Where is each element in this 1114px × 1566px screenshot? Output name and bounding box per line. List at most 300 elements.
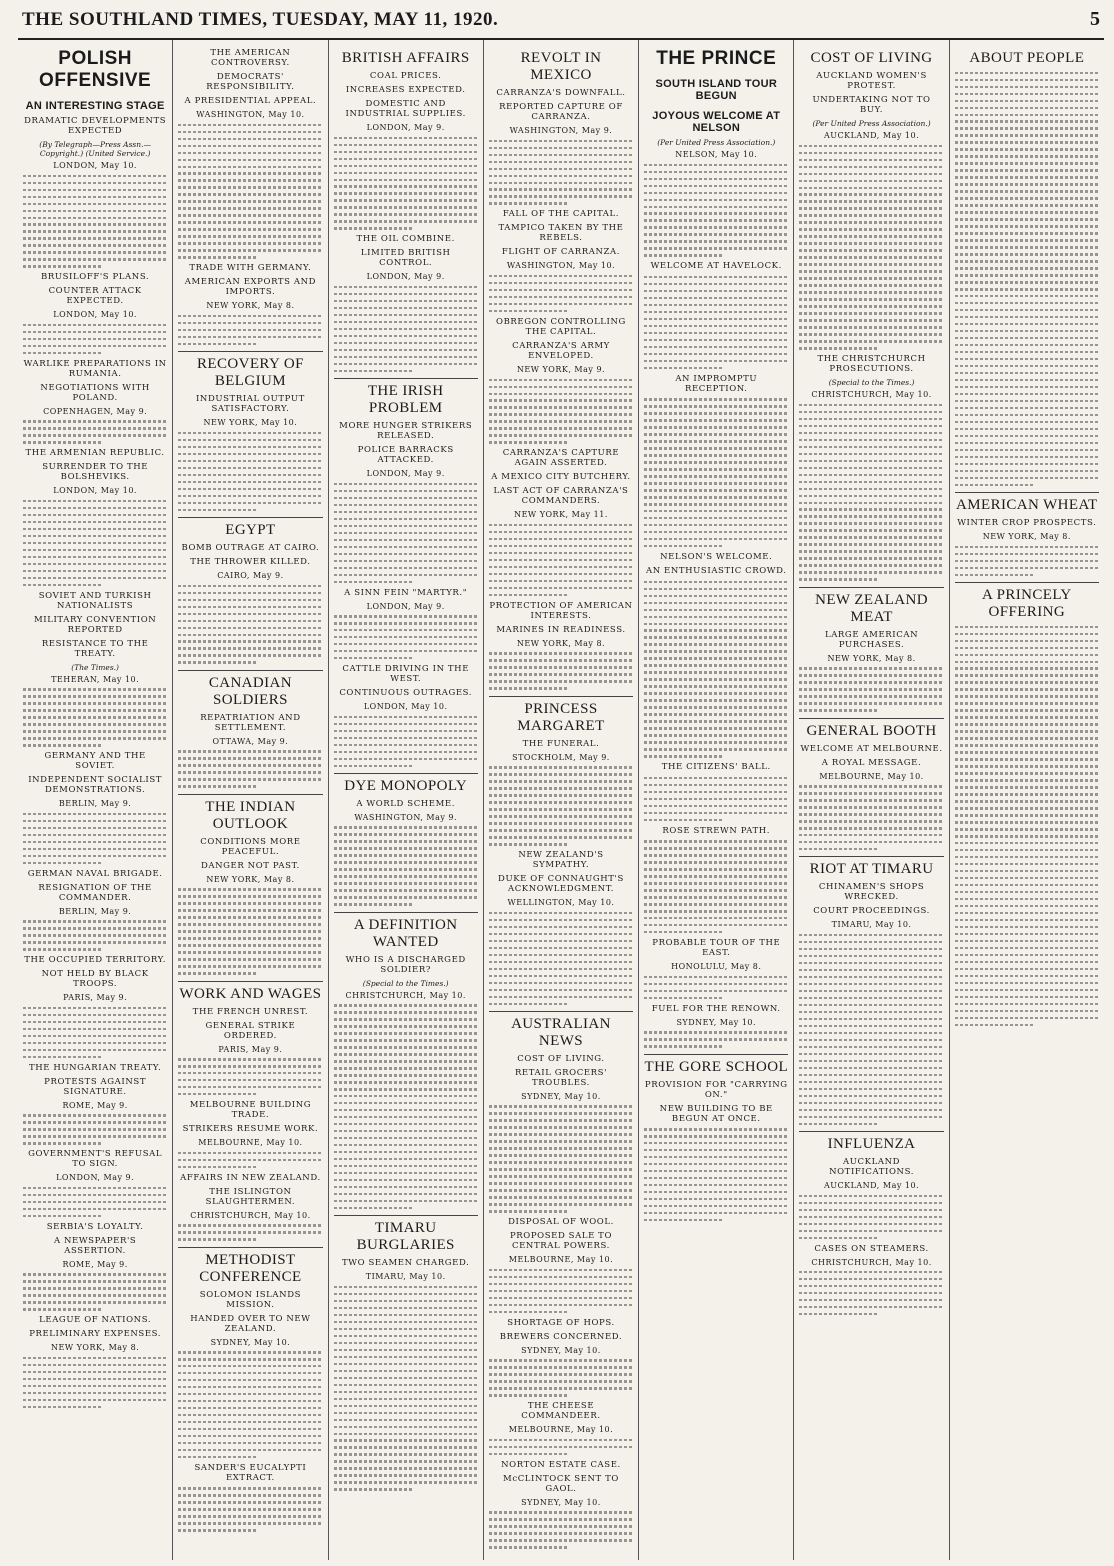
text-line bbox=[489, 566, 633, 568]
text-line bbox=[334, 1095, 478, 1097]
text-line bbox=[955, 961, 1099, 963]
text-line bbox=[178, 453, 322, 455]
text-line bbox=[334, 532, 478, 534]
text-line bbox=[23, 1364, 167, 1366]
text-line bbox=[489, 996, 633, 998]
subheading: CARRANZA'S ARMY ENVELOPED. bbox=[512, 340, 610, 361]
subheading: AN IMPROMPTU RECEPTION. bbox=[675, 373, 758, 394]
text-line bbox=[334, 321, 478, 323]
text-line bbox=[799, 319, 943, 321]
text-line bbox=[178, 958, 322, 960]
subheading: ROSE STREWN PATH. bbox=[662, 825, 771, 836]
text-line bbox=[799, 674, 943, 676]
text-line bbox=[489, 1532, 633, 1534]
text-line bbox=[23, 941, 167, 943]
subheading: FLIGHT OF CARRANZA. bbox=[501, 247, 621, 258]
text-line bbox=[644, 882, 788, 884]
text-line bbox=[489, 1175, 633, 1177]
text-line bbox=[334, 525, 478, 527]
headline: THE GORE SCHOOL bbox=[644, 1054, 788, 1076]
text-line bbox=[955, 758, 1099, 760]
text-line bbox=[799, 166, 943, 168]
text-line bbox=[334, 643, 478, 645]
subheading: MARINES IN READINESS. bbox=[496, 624, 626, 635]
text-line bbox=[334, 1314, 478, 1316]
text-line bbox=[799, 235, 943, 237]
text-line bbox=[489, 919, 633, 921]
text-line bbox=[23, 948, 102, 950]
text-line bbox=[955, 947, 1099, 949]
text-line bbox=[955, 309, 1099, 311]
text-line bbox=[644, 819, 723, 821]
text-line bbox=[178, 937, 322, 939]
text-line bbox=[489, 538, 633, 540]
text-line bbox=[644, 233, 788, 235]
text-line bbox=[799, 969, 943, 971]
text-line bbox=[334, 1060, 478, 1062]
text-line bbox=[644, 290, 788, 292]
text-line bbox=[178, 1159, 322, 1161]
text-line bbox=[23, 182, 167, 184]
text-line bbox=[334, 151, 478, 153]
text-line bbox=[23, 196, 167, 198]
text-line bbox=[23, 1007, 167, 1009]
headline: ABOUT PEOPLE bbox=[969, 50, 1085, 66]
text-line bbox=[23, 855, 167, 857]
subheading: DANGER NOT PAST. bbox=[200, 860, 300, 871]
article-body bbox=[644, 164, 788, 257]
text-line bbox=[955, 800, 1099, 802]
text-line bbox=[178, 1393, 322, 1395]
text-line bbox=[334, 751, 478, 753]
text-line bbox=[955, 442, 1099, 444]
dateline: CHRISTCHURCH, May 10. bbox=[190, 1210, 311, 1220]
subheading: SERBIA'S LOYALTY. bbox=[46, 1221, 144, 1232]
text-line bbox=[799, 1102, 943, 1104]
text-line bbox=[23, 521, 167, 523]
headline: PRINCESS MARGARET bbox=[489, 696, 633, 735]
text-line bbox=[178, 1508, 322, 1510]
text-line bbox=[489, 188, 633, 190]
text-line bbox=[334, 1137, 478, 1139]
text-line bbox=[489, 1168, 633, 1170]
text-line bbox=[644, 875, 788, 877]
text-line bbox=[489, 808, 633, 810]
text-line bbox=[955, 989, 1099, 991]
text-line bbox=[644, 367, 723, 369]
text-line bbox=[334, 882, 478, 884]
text-line bbox=[23, 175, 167, 177]
dateline: NEW YORK, May 8. bbox=[51, 1343, 140, 1353]
text-line bbox=[955, 456, 1099, 458]
text-line bbox=[334, 833, 478, 835]
text-line bbox=[178, 502, 322, 504]
text-line bbox=[644, 171, 788, 173]
dateline: NEW YORK, May 11. bbox=[514, 510, 608, 520]
text-line bbox=[334, 1439, 478, 1441]
text-line bbox=[334, 868, 478, 870]
text-line bbox=[334, 1384, 478, 1386]
text-line bbox=[23, 1187, 167, 1189]
text-line bbox=[799, 1116, 943, 1118]
text-line bbox=[644, 1128, 788, 1130]
article-body bbox=[178, 750, 322, 787]
text-line bbox=[644, 657, 788, 659]
text-line bbox=[955, 302, 1099, 304]
text-line bbox=[644, 917, 788, 919]
text-line bbox=[799, 305, 943, 307]
article-body bbox=[23, 688, 167, 746]
text-line bbox=[489, 296, 633, 298]
text-line bbox=[178, 778, 322, 780]
text-line bbox=[644, 206, 788, 208]
text-line bbox=[644, 419, 788, 421]
text-line bbox=[334, 546, 478, 548]
text-line bbox=[334, 1307, 478, 1309]
text-line bbox=[178, 235, 322, 237]
text-line bbox=[23, 934, 167, 936]
subheading: CASES ON STEAMERS. bbox=[814, 1243, 929, 1254]
text-line bbox=[23, 1406, 102, 1408]
text-line bbox=[489, 933, 633, 935]
text-line bbox=[334, 1144, 478, 1146]
text-line bbox=[178, 186, 322, 188]
text-line bbox=[799, 495, 943, 497]
subheading: MORE HUNGER STRIKERS RELEASED. bbox=[339, 421, 473, 442]
text-line bbox=[644, 889, 788, 891]
text-line bbox=[334, 1067, 478, 1069]
text-line bbox=[334, 1200, 478, 1202]
headline: BRITISH AFFAIRS bbox=[341, 50, 470, 66]
subheading: FALL OF THE CAPITAL. bbox=[502, 209, 620, 220]
text-line bbox=[334, 1453, 478, 1455]
text-line bbox=[489, 147, 633, 149]
text-line bbox=[489, 1154, 633, 1156]
text-line bbox=[489, 303, 633, 305]
text-line bbox=[955, 793, 1099, 795]
text-line bbox=[334, 483, 478, 485]
text-line bbox=[334, 1151, 478, 1153]
text-line bbox=[178, 460, 322, 462]
text-line bbox=[334, 497, 478, 499]
subheading: DOMESTIC AND INDUSTRIAL SUPPLIES. bbox=[345, 99, 466, 119]
text-line bbox=[955, 765, 1099, 767]
subheading: INDEPENDENT SOCIALIST DEMONSTRATIONS. bbox=[28, 775, 163, 796]
subheading: THE FUNERAL. bbox=[522, 738, 600, 749]
text-line bbox=[799, 193, 943, 195]
text-line bbox=[334, 1158, 478, 1160]
text-line bbox=[334, 286, 478, 288]
text-line bbox=[955, 204, 1099, 206]
text-line bbox=[23, 688, 167, 690]
text-line bbox=[178, 474, 322, 476]
text-line bbox=[955, 695, 1099, 697]
text-line bbox=[644, 755, 723, 757]
text-line bbox=[799, 221, 943, 223]
text-line bbox=[489, 961, 633, 963]
text-line bbox=[334, 1286, 478, 1288]
text-line bbox=[334, 636, 478, 638]
text-line bbox=[799, 312, 943, 314]
text-line bbox=[799, 207, 943, 209]
article-body bbox=[178, 1058, 322, 1095]
text-line bbox=[334, 1025, 478, 1027]
article-body bbox=[489, 1511, 633, 1548]
text-line bbox=[334, 737, 478, 739]
text-line bbox=[23, 834, 167, 836]
text-line bbox=[334, 758, 478, 760]
dateline: CHRISTCHURCH, May 10. bbox=[811, 1257, 932, 1267]
article-body bbox=[644, 1128, 788, 1221]
subheading: LAST ACT OF CARRANZA'S COMMANDERS. bbox=[493, 486, 629, 507]
text-line bbox=[955, 1024, 1034, 1026]
article-body bbox=[178, 432, 322, 511]
text-line bbox=[799, 404, 943, 406]
text-line bbox=[644, 1191, 788, 1193]
column-7 bbox=[950, 40, 1104, 1560]
text-line bbox=[644, 433, 788, 435]
article-body bbox=[178, 1152, 322, 1168]
text-line bbox=[23, 441, 102, 443]
subheading: INDUSTRIAL OUTPUT SATISFACTORY. bbox=[195, 394, 305, 415]
subheading: McCLINTOCK SENT TO GAOL. bbox=[503, 1473, 619, 1494]
text-line bbox=[955, 996, 1099, 998]
text-line bbox=[23, 265, 102, 267]
headline: REVOLT IN MEXICO bbox=[520, 50, 602, 83]
text-line bbox=[334, 1046, 478, 1048]
text-line bbox=[178, 1494, 322, 1496]
text-line bbox=[799, 439, 943, 441]
article-body bbox=[489, 140, 633, 205]
text-line bbox=[644, 896, 788, 898]
text-line bbox=[178, 1065, 322, 1067]
subheading: PROTESTS AGAINST SIGNATURE. bbox=[44, 1076, 147, 1097]
text-line bbox=[799, 564, 943, 566]
subheading: WINTER CROP PROSPECTS. bbox=[957, 518, 1097, 529]
text-line bbox=[644, 1212, 788, 1214]
text-line bbox=[489, 573, 633, 575]
text-line bbox=[334, 1081, 478, 1083]
subheading: AUCKLAND WOMEN'S PROTEST. bbox=[816, 71, 927, 91]
text-line bbox=[23, 1215, 102, 1217]
text-line bbox=[178, 965, 322, 967]
subheading: PRELIMINARY EXPENSES. bbox=[29, 1329, 162, 1340]
text-line bbox=[178, 207, 322, 209]
article-body bbox=[334, 1004, 478, 1209]
text-line bbox=[178, 1421, 322, 1423]
dateline: AUCKLAND, May 10. bbox=[823, 1181, 920, 1191]
text-line bbox=[799, 291, 943, 293]
text-line bbox=[334, 1179, 478, 1181]
subheading: DUKE OF CONNAUGHT'S ACKNOWLEDGMENT. bbox=[498, 874, 624, 895]
text-line bbox=[178, 1435, 322, 1437]
text-line bbox=[955, 654, 1099, 656]
text-line bbox=[799, 667, 943, 669]
text-line bbox=[644, 199, 788, 201]
text-line bbox=[955, 414, 1099, 416]
text-line bbox=[799, 1313, 878, 1315]
text-line bbox=[799, 333, 943, 335]
text-line bbox=[178, 923, 322, 925]
text-line bbox=[23, 584, 102, 586]
text-line bbox=[644, 1149, 788, 1151]
text-line bbox=[955, 730, 1099, 732]
text-line bbox=[644, 164, 788, 166]
text-line bbox=[644, 219, 788, 221]
text-line bbox=[334, 574, 478, 576]
article-body bbox=[23, 1187, 167, 1217]
text-line bbox=[955, 351, 1099, 353]
text-line bbox=[23, 345, 167, 347]
dateline: WASHINGTON, May 9. bbox=[509, 126, 613, 135]
subheading: WELCOME AT HAVELOCK. bbox=[650, 261, 782, 272]
text-line bbox=[178, 1515, 322, 1517]
text-line bbox=[334, 1004, 478, 1006]
dateline: LONDON, May 9. bbox=[366, 123, 445, 132]
text-line bbox=[489, 659, 633, 661]
text-line bbox=[334, 227, 413, 229]
credit-line: (The Times.) bbox=[71, 662, 119, 672]
article-body bbox=[489, 1105, 633, 1212]
text-line bbox=[334, 716, 478, 718]
article-body bbox=[489, 379, 633, 444]
text-line bbox=[799, 228, 943, 230]
article-body bbox=[489, 1439, 633, 1455]
text-line bbox=[23, 1378, 167, 1380]
text-line bbox=[955, 926, 1099, 928]
subheading: WARLIKE PREPARATIONS IN RUMANIA. bbox=[23, 358, 167, 379]
text-line bbox=[23, 577, 167, 579]
text-line bbox=[334, 144, 478, 146]
text-line bbox=[644, 609, 788, 611]
dateline: CHRISTCHURCH, May 10. bbox=[345, 990, 466, 1000]
text-line bbox=[489, 1003, 568, 1005]
subheading: COST OF LIVING. bbox=[517, 1053, 605, 1064]
text-line bbox=[644, 360, 788, 362]
text-line bbox=[489, 587, 633, 589]
credit-line: (Special to the Times.) bbox=[828, 378, 915, 388]
text-line bbox=[489, 406, 633, 408]
text-line bbox=[644, 304, 788, 306]
text-line bbox=[334, 1460, 478, 1462]
subheading: MELBOURNE BUILDING TRADE. bbox=[189, 1100, 312, 1121]
text-line bbox=[799, 326, 943, 328]
text-line bbox=[334, 179, 478, 181]
text-line bbox=[955, 661, 1099, 663]
text-line bbox=[334, 490, 478, 492]
article-body bbox=[23, 420, 167, 443]
text-line bbox=[23, 841, 167, 843]
text-line bbox=[334, 206, 478, 208]
text-line bbox=[955, 197, 1099, 199]
text-line bbox=[955, 553, 1099, 555]
text-line bbox=[955, 1003, 1099, 1005]
text-line bbox=[23, 1308, 102, 1310]
text-line bbox=[178, 256, 257, 258]
text-line bbox=[489, 545, 633, 547]
text-line bbox=[799, 1292, 943, 1294]
text-line bbox=[178, 1224, 322, 1226]
subheading: NEGOTIATIONS WITH POLAND. bbox=[40, 382, 150, 403]
text-line bbox=[489, 1387, 633, 1389]
subheading: STRIKERS RESUME WORK. bbox=[182, 1124, 319, 1135]
text-line bbox=[799, 702, 943, 704]
text-line bbox=[489, 1394, 568, 1396]
text-line bbox=[799, 841, 943, 843]
dateline: COPENHAGEN, May 9. bbox=[43, 406, 148, 416]
subheading: RESISTANCE TO THE TREATY. bbox=[41, 638, 149, 659]
text-line bbox=[955, 393, 1099, 395]
text-line bbox=[178, 888, 322, 890]
text-line bbox=[178, 972, 257, 974]
text-line bbox=[799, 242, 943, 244]
text-line bbox=[178, 1414, 322, 1416]
text-line bbox=[799, 536, 943, 538]
text-line bbox=[178, 343, 257, 345]
article-body bbox=[23, 1273, 167, 1310]
text-line bbox=[334, 615, 478, 617]
article-body bbox=[334, 483, 478, 583]
text-line bbox=[23, 1114, 167, 1116]
text-line bbox=[799, 813, 943, 815]
headline: RIOT AT TIMARU bbox=[799, 856, 943, 878]
text-line bbox=[644, 1156, 788, 1158]
subheading: THE OIL COMBINE. bbox=[356, 234, 455, 245]
text-line bbox=[955, 114, 1099, 116]
text-line bbox=[644, 318, 788, 320]
subheading: SHORTAGE OF HOPS. bbox=[507, 1317, 615, 1328]
text-line bbox=[178, 620, 322, 622]
text-line bbox=[489, 947, 633, 949]
article-body bbox=[644, 1031, 788, 1047]
text-line bbox=[955, 912, 1099, 914]
text-line bbox=[644, 595, 788, 597]
text-line bbox=[799, 1123, 878, 1125]
text-line bbox=[489, 666, 633, 668]
text-line bbox=[178, 131, 322, 133]
text-line bbox=[644, 440, 788, 442]
text-line bbox=[334, 1342, 478, 1344]
text-line bbox=[799, 159, 943, 161]
text-line bbox=[799, 976, 943, 978]
text-line bbox=[334, 511, 478, 513]
paper-title: THE SOUTHLAND TIMES, TUESDAY, MAY 11, 1920. bbox=[22, 9, 499, 30]
subheading: OBREGON CONTROLLING THE CAPITAL. bbox=[496, 316, 626, 337]
dateline: NEW YORK, May 8. bbox=[982, 532, 1071, 542]
text-line bbox=[334, 903, 413, 905]
text-line bbox=[489, 801, 633, 803]
text-line bbox=[178, 585, 322, 587]
text-line bbox=[334, 1300, 478, 1302]
text-line bbox=[955, 982, 1099, 984]
text-line bbox=[955, 100, 1099, 102]
text-line bbox=[799, 1074, 943, 1076]
text-line bbox=[334, 1172, 478, 1174]
text-line bbox=[489, 1359, 633, 1361]
text-line bbox=[23, 230, 167, 232]
text-line bbox=[489, 780, 633, 782]
subheading: LEAGUE OF NATIONS. bbox=[39, 1315, 152, 1326]
text-line bbox=[799, 990, 943, 992]
subheading: PROVISION FOR "CARRYING ON." bbox=[644, 1079, 788, 1100]
text-line bbox=[178, 606, 322, 608]
subheading: RETAIL GROCERS' TROUBLES. bbox=[514, 1067, 608, 1088]
text-line bbox=[955, 211, 1099, 213]
headline: RECOVERY OF BELGIUM bbox=[178, 351, 322, 390]
text-line bbox=[955, 379, 1099, 381]
text-line bbox=[799, 962, 943, 964]
text-line bbox=[644, 405, 788, 407]
